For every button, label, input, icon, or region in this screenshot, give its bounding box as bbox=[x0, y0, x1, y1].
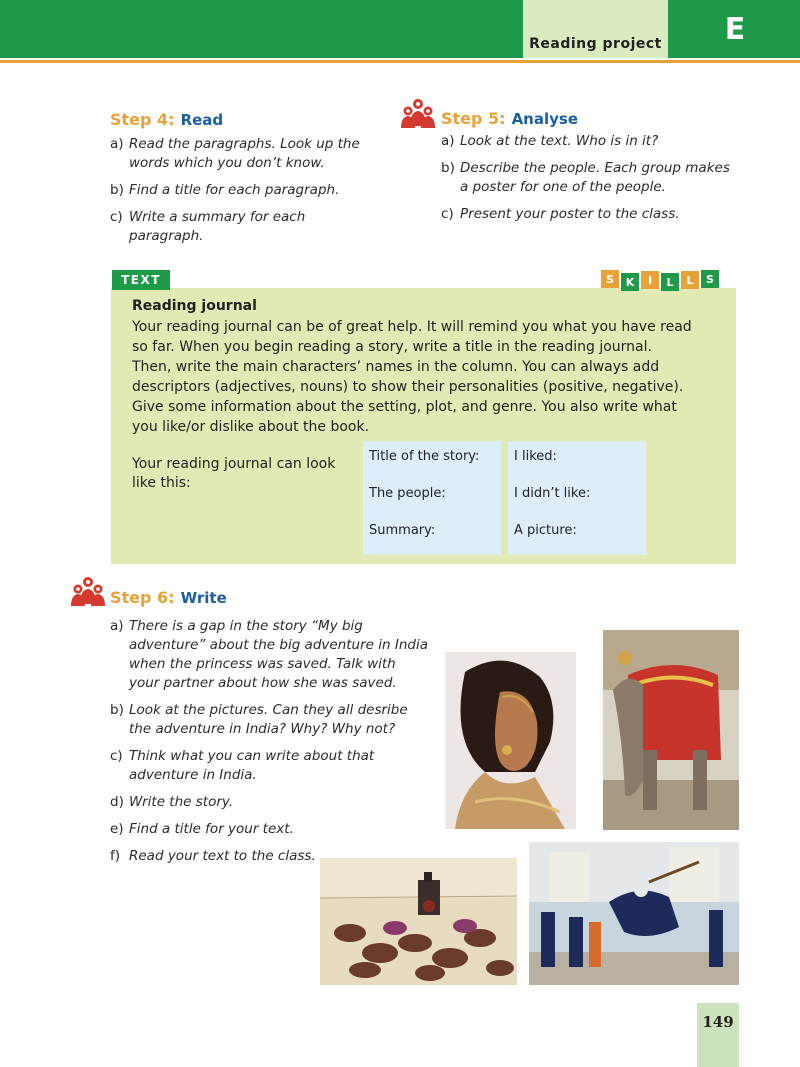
task-text: Look at the text. Who is in it? bbox=[460, 133, 659, 149]
skill-tile: L bbox=[661, 273, 679, 291]
section-label: Reading project bbox=[529, 36, 662, 52]
step-4 bbox=[110, 110, 370, 254]
task-item bbox=[441, 132, 741, 151]
task-item bbox=[441, 205, 741, 224]
task-item bbox=[110, 617, 430, 693]
task-letter: c) bbox=[110, 748, 123, 764]
task-text: Look at the pictures. Can they all desribe the adventure in India? Why? Why not? bbox=[129, 702, 408, 737]
task-item bbox=[110, 135, 370, 173]
task-letter: a) bbox=[441, 133, 455, 149]
skill-tile: S bbox=[701, 270, 719, 288]
task-text: Describe the people. Each group makes a poster for one of the people. bbox=[460, 160, 730, 195]
unit-letter: E bbox=[724, 11, 746, 47]
page-number: 149 bbox=[702, 1013, 734, 1031]
skill-tile: S bbox=[601, 270, 619, 288]
step-number: Step 4: bbox=[110, 110, 175, 129]
task-letter: b) bbox=[441, 160, 455, 176]
step-4-title bbox=[110, 110, 370, 129]
step-5 bbox=[441, 109, 741, 232]
task-letter: b) bbox=[110, 702, 124, 718]
task-text: Read your text to the class. bbox=[129, 848, 316, 864]
step-name: Read bbox=[180, 111, 224, 129]
header-rule bbox=[0, 60, 800, 63]
task-letter: c) bbox=[110, 209, 123, 225]
task-text: Find a title for your text. bbox=[129, 821, 294, 837]
task-text: Find a title for each paragraph. bbox=[129, 182, 340, 198]
header-label-box bbox=[523, 0, 668, 58]
journal-title: Reading journal bbox=[132, 298, 257, 314]
task-letter: e) bbox=[110, 821, 124, 837]
task-text: Think what you can write about that adventure in India. bbox=[129, 748, 375, 783]
task-letter: f) bbox=[110, 848, 121, 864]
princess-portrait-image bbox=[445, 652, 576, 829]
journal-body: Your reading journal can be of great help. It will remind you what you have read so far. When you begin reading a story, write a title in the reading journal. Then, write the main characters’ names in the column. You can always add descriptors (adjectives, nouns) to show their personalities (positive, negative). Give some information about the setting, plot, and genre. You also write what you like/or dislike about the book. bbox=[132, 319, 692, 435]
task-letter: d) bbox=[110, 794, 124, 810]
task-letter: a) bbox=[110, 618, 124, 634]
step-number: Step 5: bbox=[441, 109, 506, 128]
unit-letter-box bbox=[670, 0, 800, 58]
task-item bbox=[110, 701, 430, 739]
train-and-buffalo-image bbox=[320, 858, 517, 985]
task-text: Write the story. bbox=[129, 794, 234, 810]
journal-field: A picture: bbox=[514, 523, 577, 538]
task-letter: a) bbox=[110, 136, 124, 152]
task-text: Read the paragraphs. Look up the words which you don’t know. bbox=[129, 136, 360, 171]
task-item bbox=[110, 181, 370, 200]
task-text: Present your poster to the class. bbox=[460, 206, 680, 222]
journal-field: I liked: bbox=[514, 449, 557, 464]
task-item bbox=[110, 820, 430, 839]
journal-field: The people: bbox=[369, 486, 446, 501]
task-item bbox=[110, 208, 370, 246]
journal-example-label: Your reading journal can look like this: bbox=[132, 456, 336, 491]
step-name: Write bbox=[180, 589, 227, 607]
step-5-title bbox=[441, 109, 741, 128]
step-6 bbox=[110, 588, 430, 874]
task-letter: b) bbox=[110, 182, 124, 198]
task-item bbox=[441, 159, 741, 197]
sikh-martial-arts-image bbox=[529, 842, 739, 985]
step-number: Step 6: bbox=[110, 588, 175, 607]
journal-card-right bbox=[508, 441, 646, 555]
step-6-title bbox=[110, 588, 430, 607]
step-name: Analyse bbox=[511, 110, 579, 128]
task-text: There is a gap in the story “My big adventure” about the big adventure in India when the princess was saved. Talk with your partner about how she was saved. bbox=[129, 618, 428, 691]
text-tag: TEXT bbox=[112, 270, 170, 290]
skills-badge bbox=[601, 270, 719, 291]
journal-field: I didn’t like: bbox=[514, 486, 591, 501]
journal-card-left bbox=[363, 441, 501, 555]
group-work-icon bbox=[401, 98, 435, 128]
task-text: Write a summary for each paragraph. bbox=[129, 209, 306, 244]
journal-field: Title of the story: bbox=[369, 449, 480, 464]
skill-tile: I bbox=[641, 271, 659, 289]
journal-field: Summary: bbox=[369, 523, 436, 538]
skill-tile: L bbox=[681, 271, 699, 289]
task-item bbox=[110, 793, 430, 812]
task-item bbox=[110, 747, 430, 785]
page-number-box bbox=[697, 1003, 739, 1067]
decorated-elephant-image bbox=[603, 630, 739, 830]
task-letter: c) bbox=[441, 206, 454, 222]
skill-tile: K bbox=[621, 273, 639, 291]
group-work-icon bbox=[71, 576, 105, 606]
